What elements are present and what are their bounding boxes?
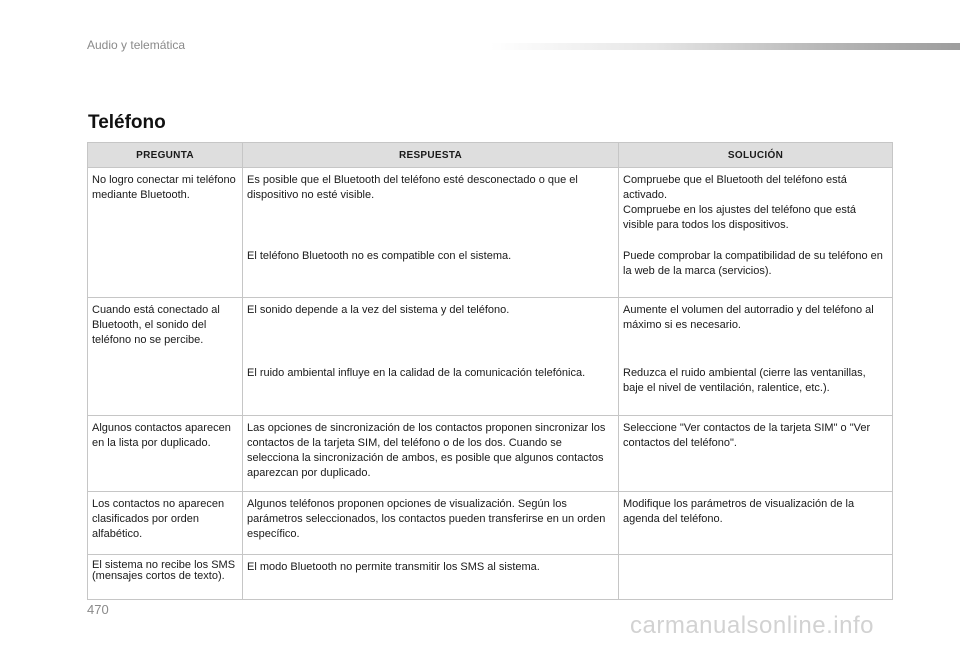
question-cell: No logro conectar mi teléfono mediante Bluetooth. (88, 168, 243, 298)
header-gradient-bar (490, 43, 960, 50)
table-row (88, 298, 893, 361)
question-cell: Cuando está conectado al Bluetooth, el sonido del teléfono no se percibe. (88, 298, 243, 416)
answer-cell: Algunos teléfonos proponen opciones de visualización. Según los parámetros seleccionados, los contactos pueden transferirse en un orden específico. (243, 492, 619, 555)
solution-cell: Compruebe que el Bluetooth del teléfono está activado. Compruebe en los ajustes del teléfono que está visible para todos los dispositivos. (619, 168, 893, 244)
solution-cell: Seleccione "Ver contactos de la tarjeta SIM" o "Ver contactos del teléfono". (619, 416, 893, 492)
column-header-answer: RESPUESTA (243, 143, 619, 168)
answer-cell: El ruido ambiental influye en la calidad de la comunicación telefónica. (243, 361, 619, 416)
answer-cell: El modo Bluetooth no permite transmitir los SMS al sistema. (243, 555, 619, 600)
answer-cell: Las opciones de sincronización de los contactos proponen sincronizar los contactos de la tarjeta SIM, del teléfono o de los dos. Cuando se selecciona la sincronización de ambos, es posible que algunos contactos aparezcan por duplicado. (243, 416, 619, 492)
column-header-question: PREGUNTA (88, 143, 243, 168)
faq-table (87, 142, 893, 600)
table-row (88, 416, 893, 492)
page-title: Teléfono (88, 112, 166, 133)
solution-cell: Reduzca el ruido ambiental (cierre las ventanillas, baje el nivel de ventilación, ralentice, etc.). (619, 361, 893, 416)
table-row (88, 492, 893, 555)
solution-cell: Aumente el volumen del autorradio y del teléfono al máximo si es necesario. (619, 298, 893, 361)
watermark: carmanualsonline.info (630, 612, 874, 639)
solution-cell: Puede comprobar la compatibilidad de su teléfono en la web de la marca (servicios). (619, 244, 893, 298)
table-row (88, 555, 893, 600)
table-row (88, 168, 893, 244)
section-header: Audio y telemática (87, 38, 186, 52)
table-header-row (88, 143, 893, 168)
question-cell: Algunos contactos aparecen en la lista por duplicado. (88, 416, 243, 492)
question-cell: Los contactos no aparecen clasificados por orden alfabético. (88, 492, 243, 555)
answer-cell: El sonido depende a la vez del sistema y del teléfono. (243, 298, 619, 361)
page-number: 470 (87, 602, 109, 617)
solution-cell: Modifique los parámetros de visualización de la agenda del teléfono. (619, 492, 893, 555)
solution-cell (619, 555, 893, 600)
question-cell: El sistema no recibe los SMS (mensajes cortos de texto). (88, 555, 243, 600)
column-header-solution: SOLUCIÓN (619, 143, 893, 168)
answer-cell: El teléfono Bluetooth no es compatible con el sistema. (243, 244, 619, 298)
answer-cell: Es posible que el Bluetooth del teléfono esté desconectado o que el dispositivo no esté visible. (243, 168, 619, 244)
